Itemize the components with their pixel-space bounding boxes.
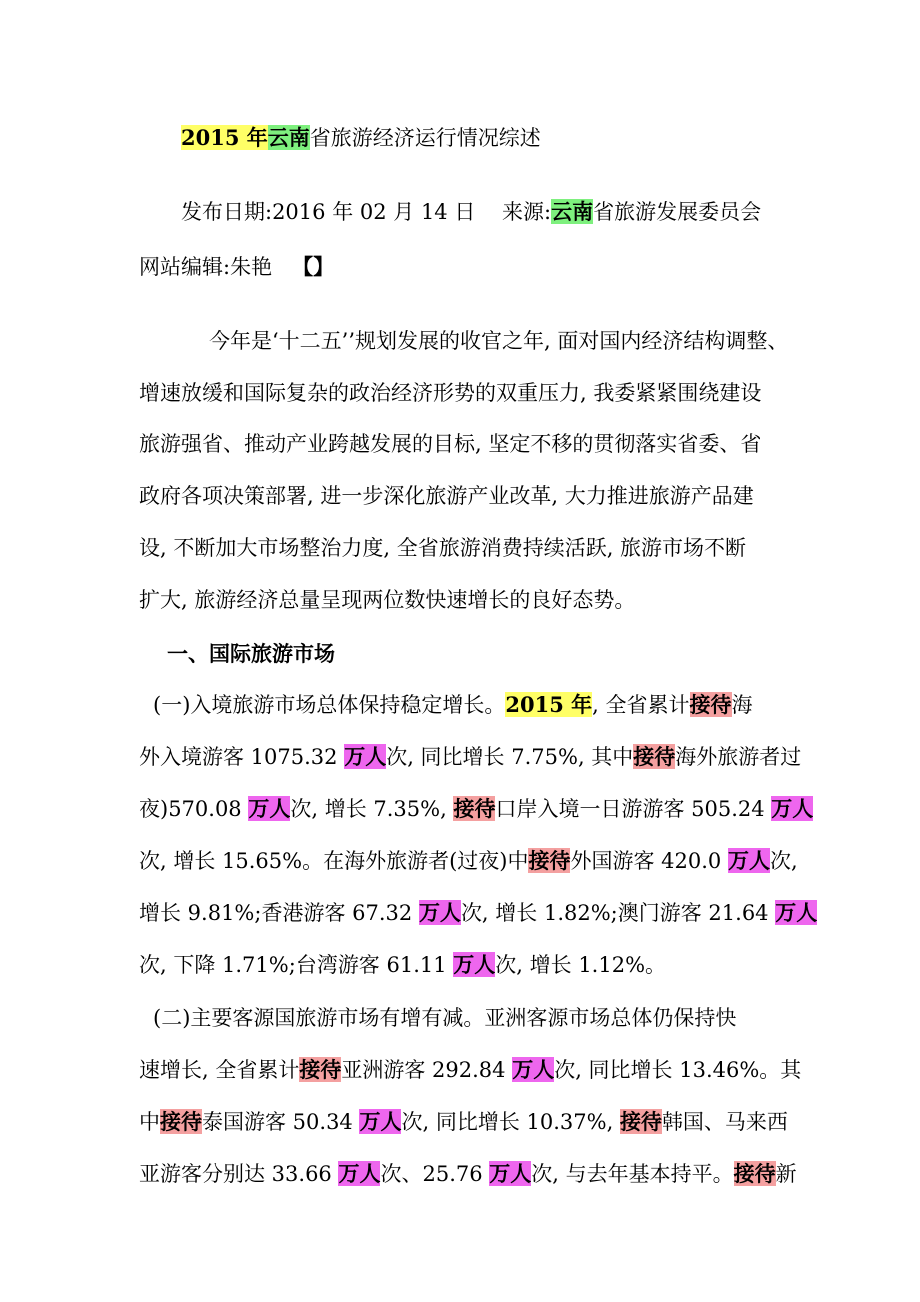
text-span: 次, 同比增长 7.75%, 其中 [386, 745, 634, 769]
text-span: 次, [769, 849, 798, 873]
wanren-highlight: 万人 [727, 848, 770, 873]
section1-line [139, 742, 802, 772]
reception-highlight: 接待 [160, 1109, 202, 1134]
wanren-highlight: 万人 [489, 1161, 532, 1186]
text-span: 亚洲游客 292.84 [341, 1058, 513, 1082]
text-span: , 全省累计 [592, 693, 690, 717]
source-rest: 省旅游发展委员会 [593, 200, 762, 224]
publish-date: 发布日期:2016 年 02 月 14 日 [181, 200, 476, 224]
wanren-highlight: 万人 [512, 1057, 555, 1082]
text-span: 外国游客 420.0 [570, 849, 728, 873]
text-span: 次, 与去年基本持平。 [531, 1162, 734, 1186]
reception-highlight: 接待 [299, 1057, 342, 1082]
intro-line: 增速放缓和国际复杂的政治经济形势的双重压力, 我委紧紧围绕建设 [139, 381, 762, 405]
section1-line [139, 846, 799, 876]
wanren-highlight: 万人 [418, 900, 461, 925]
title-year: 2015 年 [181, 125, 268, 150]
intro-line: 扩大, 旅游经济总量呈现两位数快速增长的良好态势。 [139, 588, 636, 612]
text-span: 次、25.76 [380, 1162, 490, 1186]
bracket-link[interactable]: 【】 [292, 254, 335, 279]
text-span: 海外旅游者过 [675, 745, 802, 769]
text-span: 泰国游客 50.34 [202, 1110, 360, 1134]
text-span: 增长 9.81%;香港游客 67.32 [139, 901, 419, 925]
wanren-highlight: 万人 [775, 900, 818, 925]
text-span: 次, 下降 1.71%;台湾游客 61.11 [139, 953, 454, 977]
reception-highlight: 接待 [619, 1109, 662, 1134]
section1-line [139, 794, 814, 824]
wanren-highlight: 万人 [771, 796, 814, 821]
text-span: 次, 增长 15.65%。在海外旅游者(过夜)中 [139, 849, 529, 873]
text-span: 海 [731, 693, 753, 717]
wanren-highlight: 万人 [248, 796, 291, 821]
intro-line: 政府各项决策部署, 进一步深化旅游产业改革, 大力推进旅游产品建 [139, 484, 754, 508]
text-span: 次, 增长 7.35%, [290, 797, 454, 821]
wanren-highlight: 万人 [453, 952, 496, 977]
source-highlight: 云南 [551, 199, 594, 224]
year-highlight: 2015 年 [505, 692, 593, 717]
document-title [181, 123, 841, 153]
section-heading: 一、国际旅游市场 [167, 641, 335, 666]
intro-line: 今年是‘十二五’’规划发展的收官之年, 面对国内经济结构调整、 [209, 329, 789, 353]
section1-line [139, 950, 799, 980]
source-label: 来源: [502, 200, 552, 224]
section1-line [153, 690, 813, 720]
section2-line [139, 1055, 802, 1085]
text-span: 次, 增长 1.12%。 [495, 953, 667, 977]
reception-highlight: 接待 [689, 692, 732, 717]
editor-name: 网站编辑:朱艳 [139, 255, 273, 279]
title-rest: 省旅游经济运行情况综述 [309, 126, 541, 150]
section2-line: (二)主要客源国旅游市场有增有减。亚洲客源市场总体仍保持快 [153, 1006, 737, 1030]
title-province: 云南 [267, 125, 310, 150]
reception-highlight: 接待 [453, 796, 496, 821]
wanren-highlight: 万人 [338, 1161, 381, 1186]
publish-meta [181, 197, 841, 227]
editor-meta [139, 252, 799, 282]
reception-highlight: 接待 [528, 848, 571, 873]
text-span: 新 [775, 1162, 797, 1186]
text-span: (一)入境旅游市场总体保持稳定增长。 [153, 693, 506, 717]
section2-line [139, 1107, 799, 1137]
text-span: 中 [139, 1110, 160, 1134]
wanren-highlight: 万人 [359, 1109, 402, 1134]
section1-line [139, 898, 818, 928]
text-span: 口岸入境一日游游客 505.24 [495, 797, 772, 821]
text-span: 夜)570.08 [139, 797, 249, 821]
text-span: 速增长, 全省累计 [139, 1058, 300, 1082]
text-span: 次, 同比增长 10.37%, [401, 1110, 620, 1134]
reception-highlight: 接待 [733, 1161, 776, 1186]
section2-line [139, 1159, 799, 1189]
text-span: 外入境游客 1075.32 [139, 745, 345, 769]
intro-line: 旅游强省、推动产业跨越发展的目标, 坚定不移的贯彻落实省委、省 [139, 432, 762, 456]
text-span: 韩国、马来西 [661, 1110, 788, 1134]
wanren-highlight: 万人 [344, 744, 387, 769]
text-span: 次, 增长 1.82%;澳门游客 21.64 [460, 901, 776, 925]
text-span: 次, 同比增长 13.46%。其 [554, 1058, 802, 1082]
text-span: 亚游客分别达 33.66 [139, 1162, 339, 1186]
reception-highlight: 接待 [633, 744, 676, 769]
intro-line: 设, 不断加大市场整治力度, 全省旅游消费持续活跃, 旅游市场不断 [139, 536, 747, 560]
